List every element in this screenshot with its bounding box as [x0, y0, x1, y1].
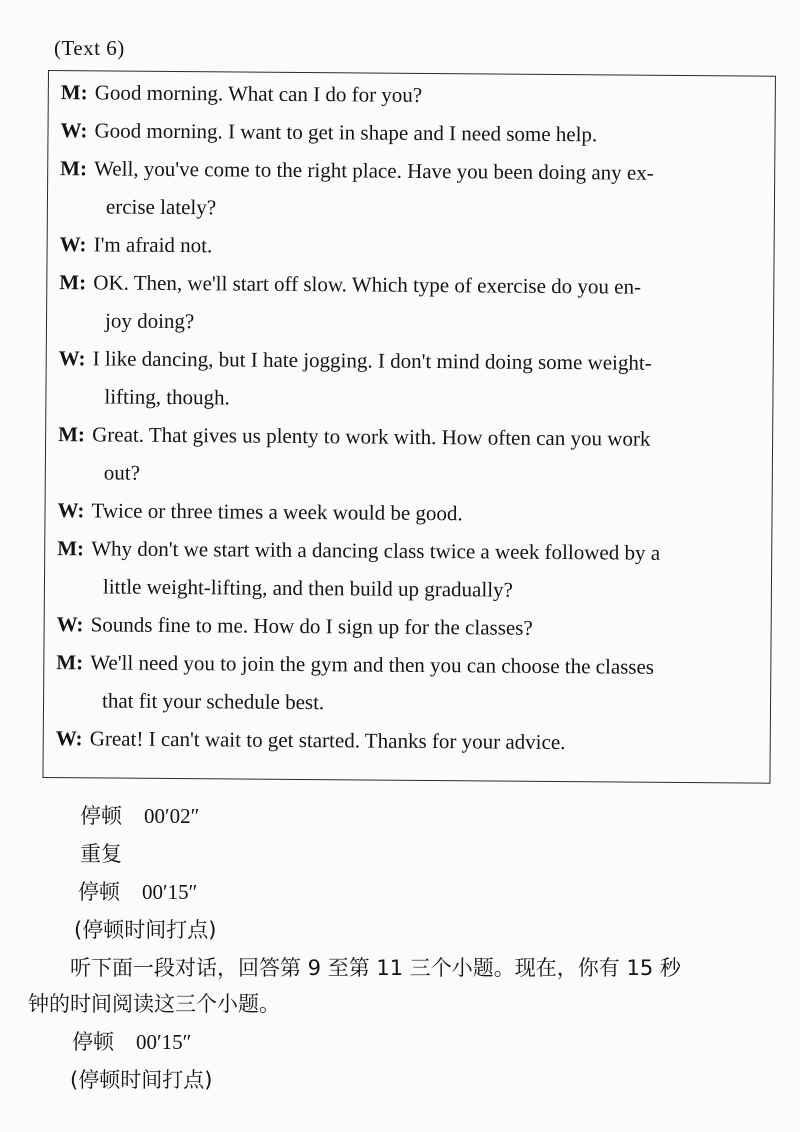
speaker-label: W:	[58, 346, 86, 371]
dialogue-line	[45, 533, 760, 569]
dialogue-text: Twice or three times a week would be good.	[91, 498, 463, 526]
dialogue-text: lifting, though.	[104, 384, 230, 410]
dialogue-line	[49, 77, 764, 113]
instruction-line-2: 钟的时间阅读这三个小题。	[28, 992, 280, 1016]
speaker-label: W:	[59, 232, 87, 257]
pause-1	[80, 800, 199, 830]
speaker-label: W:	[60, 118, 88, 143]
pause-label: 停顿	[78, 880, 120, 904]
pause-time: 00′15″	[142, 880, 198, 904]
dialogue-text: Great! I can't wait to get started. Thanks for your advice.	[89, 726, 566, 755]
timing-mark-1: (停顿时间打点)	[74, 918, 217, 942]
dialogue-box	[42, 70, 776, 784]
dialogue-line-continued	[46, 457, 800, 493]
pause-time: 00′02″	[144, 804, 200, 828]
dialogue-line	[47, 343, 762, 379]
dialogue-line	[44, 647, 759, 683]
speaker-label: M:	[56, 650, 84, 675]
dialogue-text: We'll need you to join the gym and then you can choose the classes	[90, 650, 655, 679]
pause-3	[72, 1026, 191, 1056]
dialogue-line	[45, 495, 760, 531]
dialogue-text: Great. That gives us plenty to work with. How often can you work	[92, 422, 651, 451]
dialogue-text: little weight-lifting, and then build up gradually?	[102, 574, 514, 602]
speaker-label: M:	[58, 422, 86, 447]
speaker-label: W:	[55, 726, 83, 751]
speaker-label: W:	[56, 612, 84, 637]
dialogue-text: I'm afraid not.	[93, 232, 213, 258]
dialogue-text: Good morning. I want to get in shape and I need some help.	[94, 118, 598, 147]
dialogue-text: out?	[103, 460, 141, 485]
dialogue-line	[47, 267, 762, 303]
dialogue-line-continued	[48, 191, 800, 227]
dialogue-text: Why don't we start with a dancing class twice a week followed by a	[91, 536, 661, 565]
dialogue-line-continued	[47, 305, 800, 341]
dialogue-line	[48, 115, 763, 151]
dialogue-text: OK. Then, we'll start off slow. Which type of exercise do you en-	[93, 270, 642, 299]
dialogue-text: joy doing?	[104, 308, 195, 334]
pause-label: 停顿	[80, 804, 122, 828]
speaker-label: M:	[59, 270, 87, 295]
text-label: (Text 6)	[54, 36, 125, 60]
dialogue-text: Well, you've come to the right place. Have you been doing any ex-	[94, 156, 654, 185]
pause-label: 停顿	[72, 1030, 114, 1054]
repeat-label: 重复	[80, 842, 122, 866]
dialogue-text: I like dancing, but I hate jogging. I don't mind doing some weight-	[92, 346, 652, 375]
speaker-label: M:	[60, 80, 88, 105]
pause-time: 00′15″	[136, 1030, 192, 1054]
dialogue-line	[45, 609, 760, 645]
speaker-label: W:	[57, 498, 85, 523]
speaker-label: M:	[60, 156, 88, 181]
dialogue-lines	[49, 71, 775, 755]
dialogue-line-continued	[45, 571, 800, 607]
dialogue-text: Sounds fine to me. How do I sign up for the classes?	[90, 612, 533, 640]
dialogue-text: ercise lately?	[105, 194, 217, 220]
dialogue-text: that fit your schedule best.	[101, 688, 325, 715]
speaker-label: M:	[57, 536, 85, 561]
dialogue-line	[48, 153, 763, 189]
dialogue-line	[46, 419, 761, 455]
dialogue-text: Good morning. What can I do for you?	[94, 80, 423, 107]
dialogue-line-continued	[46, 381, 800, 417]
dialogue-line-continued	[44, 685, 800, 721]
instruction-line-1: 听下面一段对话，回答第 9 至第 11 三个小题。现在，你有 15 秒	[70, 956, 681, 980]
dialogue-line	[44, 723, 759, 759]
pause-2	[78, 876, 197, 906]
timing-mark-2: (停顿时间打点)	[70, 1068, 213, 1092]
dialogue-line	[48, 229, 763, 265]
